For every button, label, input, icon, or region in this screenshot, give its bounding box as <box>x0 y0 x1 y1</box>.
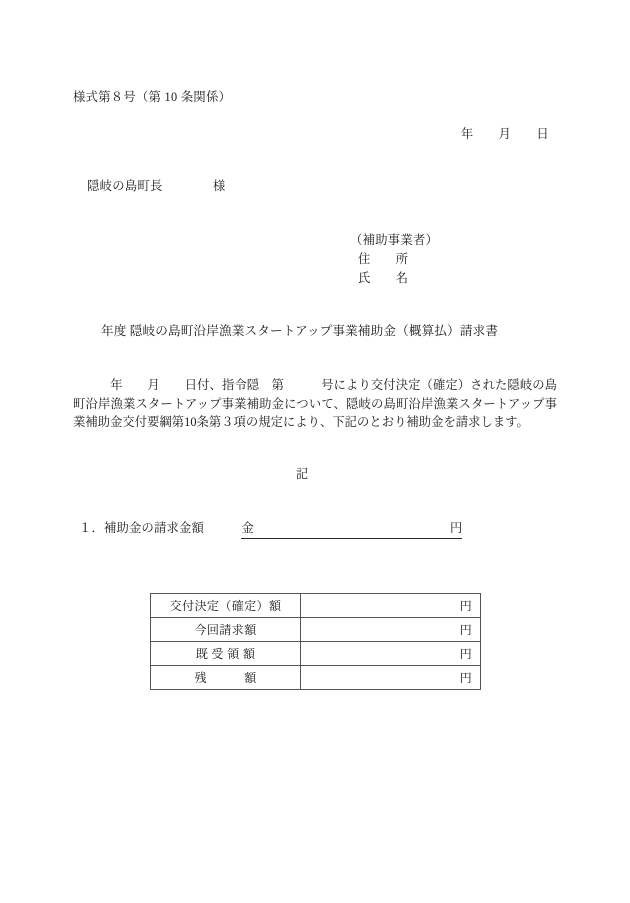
row-label-remaining: 残 額 <box>151 665 301 689</box>
table-row <box>151 641 481 665</box>
row-label-current-request: 今回請求額 <box>151 617 301 641</box>
table-row <box>151 665 481 689</box>
body-paragraph: 年 月 日付、指令隠 第 号により交付決定（確定）された隠岐の島町沿岸漁業スタートアップ事業補助金について、隠岐の島町沿岸漁業スタートアップ事業補助金交付要綱第10条第３項の規定により、下記のとおり補助金を請求します。 <box>73 378 557 429</box>
applicant-address-label: 住 所 <box>358 252 409 266</box>
applicant-block <box>73 231 557 288</box>
row-value-already-received[interactable]: 円 <box>301 641 481 665</box>
applicant-heading: （補助事業者） <box>350 233 439 247</box>
date-line: 年 月 日 <box>460 127 549 141</box>
currency-suffix: 円 <box>449 520 463 535</box>
amount-table-body <box>151 593 481 689</box>
document-title: 年度 隠岐の島町沿岸漁業スタートアップ事業補助金（概算払）請求書 <box>101 324 499 338</box>
row-value-grant-decision[interactable]: 円 <box>301 593 481 617</box>
amount-breakdown-table <box>150 593 481 690</box>
row-label-grant-decision: 交付決定（確定）額 <box>151 593 301 617</box>
currency-prefix: 金 <box>241 520 254 535</box>
document-body <box>73 88 557 690</box>
request-amount-item <box>73 519 557 539</box>
form-number: 様式第８号（第 10 条関係） <box>73 90 232 104</box>
table-row <box>151 617 481 641</box>
request-amount-blank <box>241 519 462 539</box>
applicant-name-label: 氏 名 <box>358 271 409 285</box>
table-row <box>151 593 481 617</box>
row-value-current-request[interactable]: 円 <box>301 617 481 641</box>
request-amount-label: １．補助金の請求金額 <box>79 520 204 535</box>
row-value-remaining[interactable]: 円 <box>301 665 481 689</box>
row-label-already-received: 既 受 領 額 <box>151 641 301 665</box>
ki-marker: 記 <box>295 466 309 481</box>
addressee-line: 隠岐の島町長 様 <box>87 179 226 193</box>
